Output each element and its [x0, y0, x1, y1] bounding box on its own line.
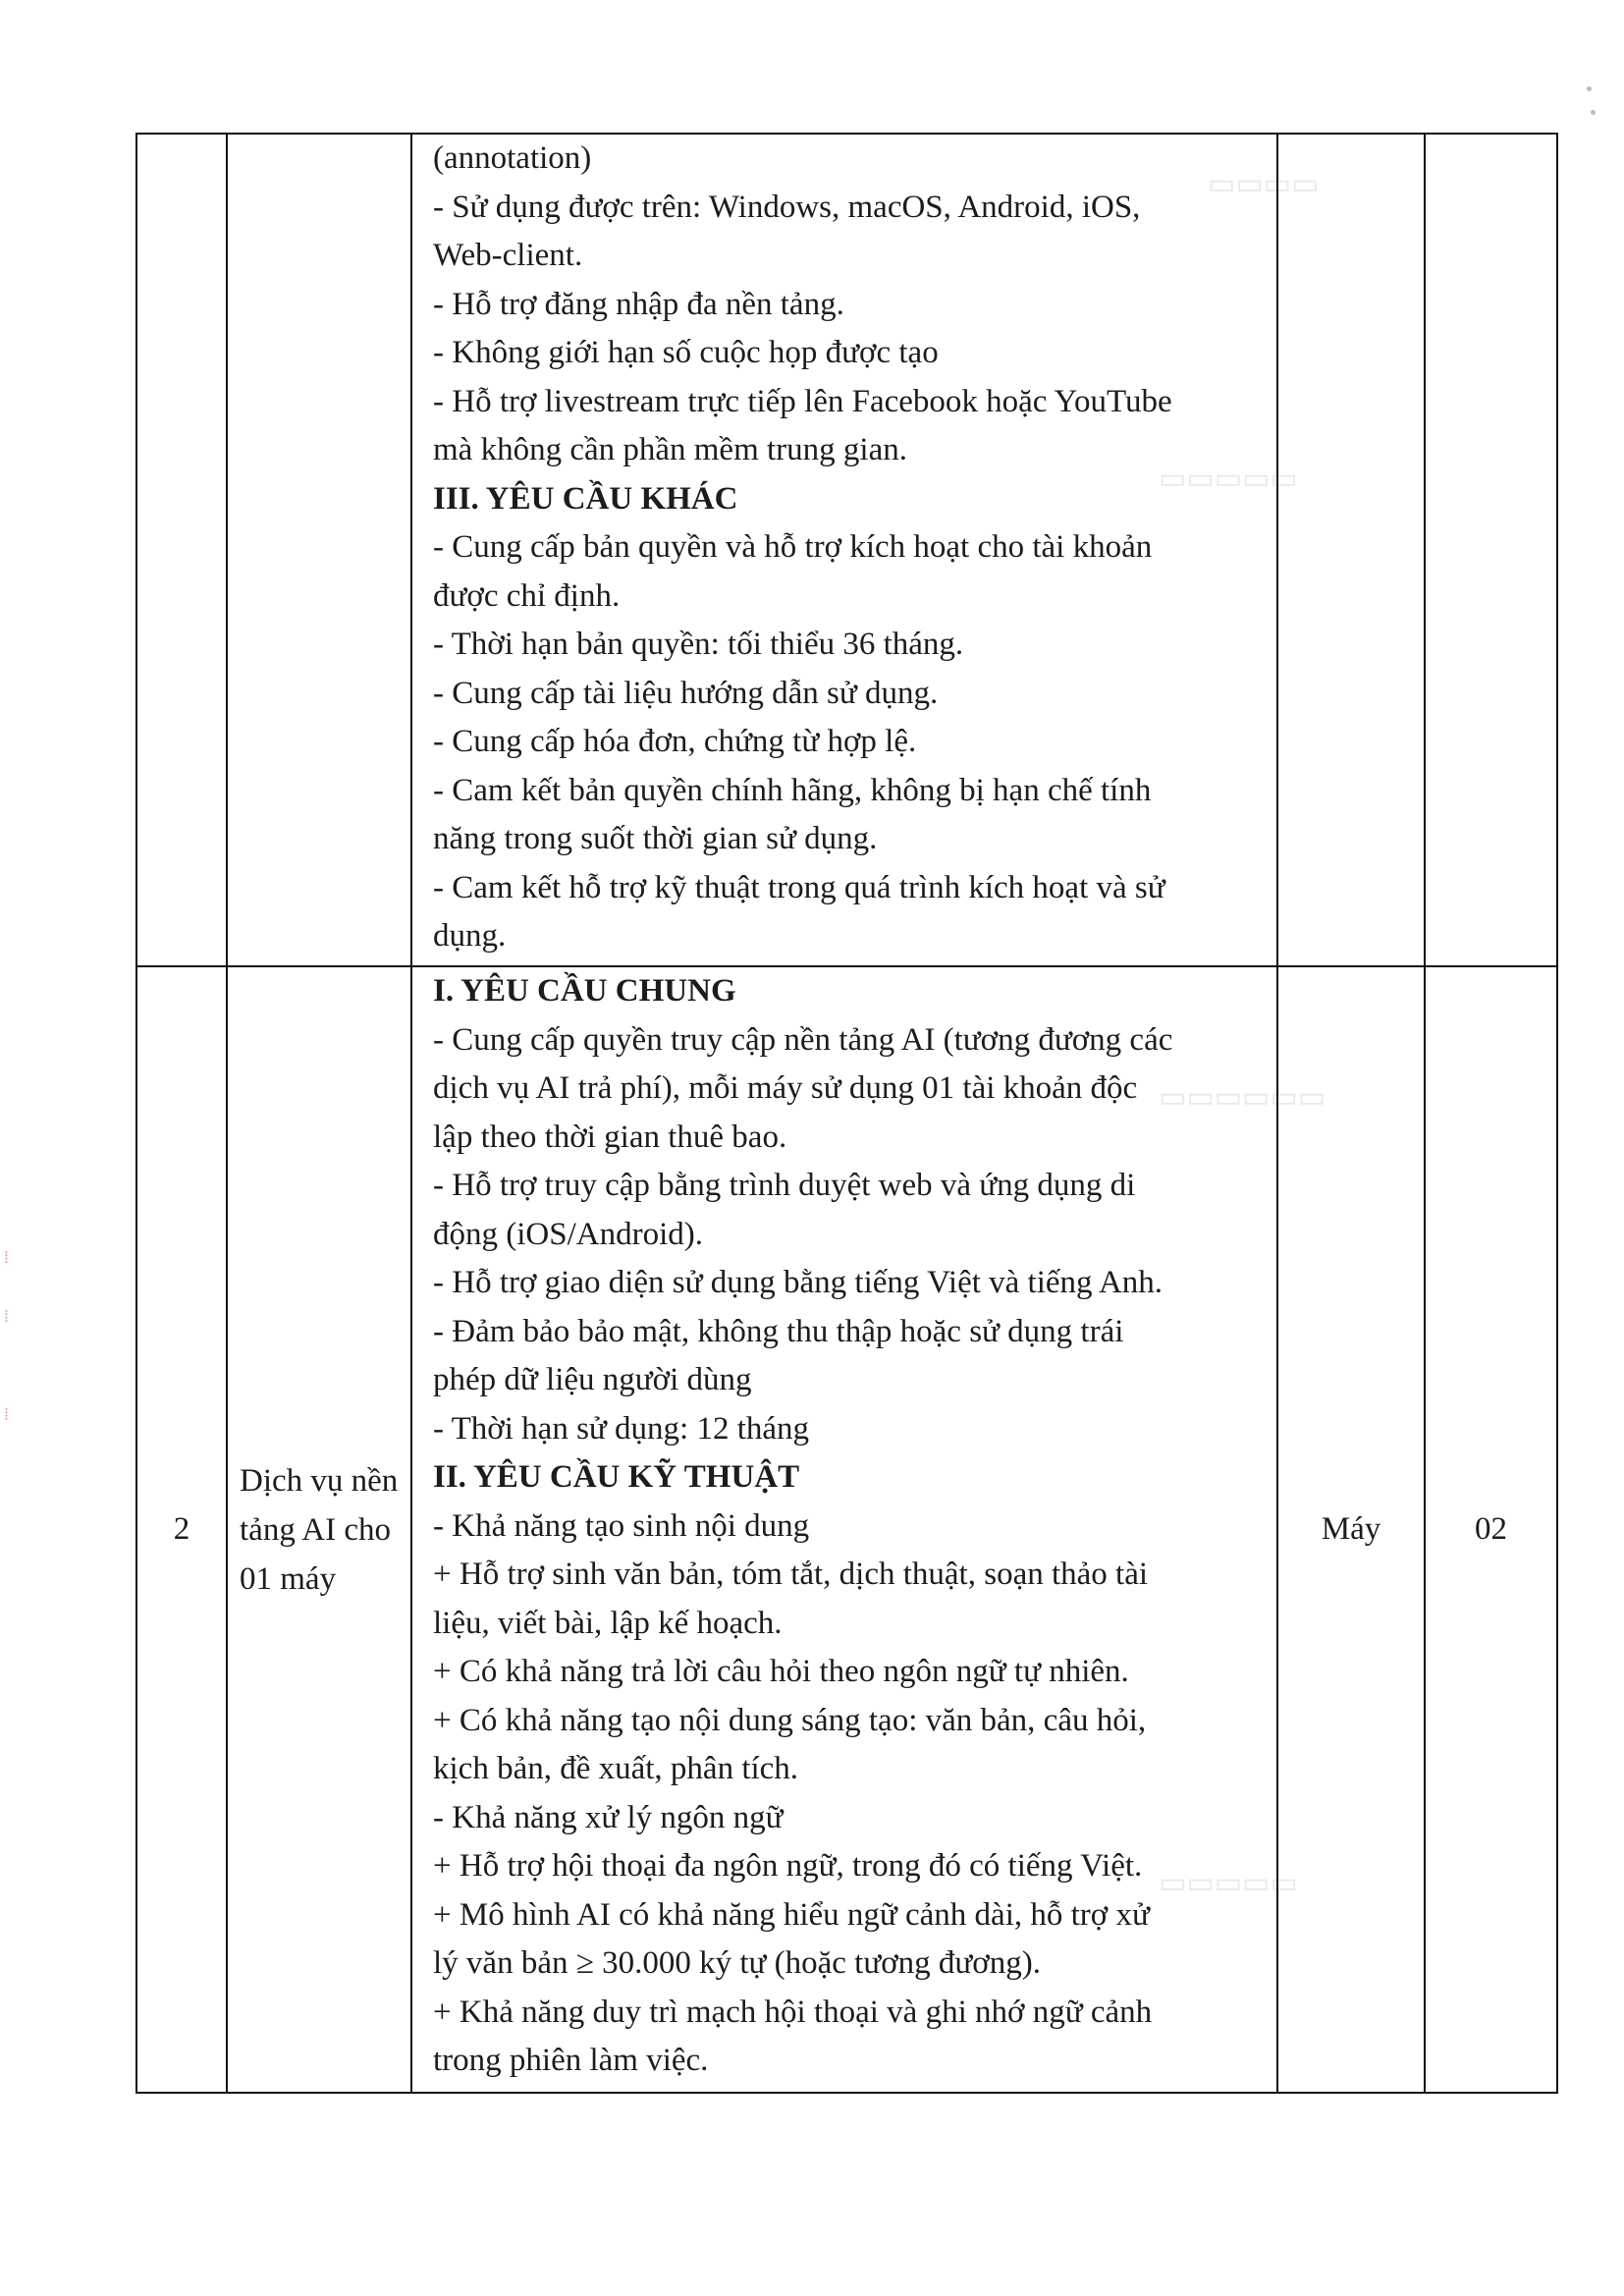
requirements-text [412, 967, 1276, 2086]
requirement-line: - Sử dụng được trên: Windows, macOS, Android, iOS, [433, 189, 1141, 225]
unit-cell: Máy [1277, 966, 1425, 2093]
unit-cell [1277, 134, 1425, 966]
section-heading: II. YÊU CẦU KỸ THUẬT [433, 1459, 800, 1495]
requirement-line: mà không cần phần mềm trung gian. [433, 432, 907, 467]
requirement-line: Web-client. [433, 238, 583, 273]
requirement-line: (annotation) [433, 140, 592, 176]
requirement-line: - Thời hạn sử dụng: 12 tháng [433, 1410, 810, 1447]
table-row [136, 134, 1557, 966]
bleed-through-text: ▭▭▭▭▭ [1159, 463, 1298, 495]
requirement-line: kịch bản, đề xuất, phân tích. [433, 1751, 799, 1786]
requirement-line: + Mô hình AI có khả năng hiểu ngữ cảnh dài, hỗ trợ xử [433, 1896, 1150, 1933]
requirement-line: - Cung cấp hóa đơn, chứng từ hợp lệ. [433, 724, 917, 759]
requirement-line: - Đảm bảo bảo mật, không thu thập hoặc sử dụng trái [433, 1313, 1124, 1349]
requirement-line: - Hỗ trợ giao diện sử dụng bằng tiếng Việt và tiếng Anh. [433, 1265, 1164, 1300]
table-row [136, 966, 1557, 2093]
scan-speck [1587, 86, 1592, 91]
red-stamp-edge: ⁞ [4, 1247, 10, 1267]
section-heading: III. YÊU CẦU KHÁC [433, 480, 738, 517]
red-stamp-edge: ⁞ [4, 1404, 10, 1424]
requirement-line: liệu, viết bài, lập kế hoạch. [433, 1605, 783, 1641]
requirement-line: - Cung cấp quyền truy cập nền tảng AI (tương đương các [433, 1021, 1173, 1058]
bleed-through-text: ▭▭▭▭▭ [1159, 1867, 1298, 1899]
section-heading: I. YÊU CẦU CHUNG [433, 973, 736, 1009]
bleed-through-text: ▭▭▭▭▭▭ [1159, 1081, 1326, 1114]
requirement-line: năng trong suốt thời gian sử dụng. [433, 821, 878, 856]
requirement-line: - Khả năng tạo sinh nội dung [433, 1507, 810, 1544]
requirement-line: - Hỗ trợ đăng nhập đa nền tảng. [433, 286, 844, 322]
stt-cell: 2 [136, 966, 227, 2093]
requirement-line: - Hỗ trợ livestream trực tiếp lên Facebook hoặc YouTube [433, 383, 1172, 419]
bleed-through-text: ▭▭▭▭ [1208, 168, 1320, 200]
red-stamp-edge: ⁞ [4, 1306, 10, 1326]
requirement-line: dụng. [433, 918, 507, 954]
requirement-line: + Có khả năng tạo nội dung sáng tạo: văn bản, câu hỏi, [433, 1702, 1147, 1738]
requirement-line: - Không giới hạn số cuộc họp được tạo [433, 335, 939, 370]
requirements-cell [411, 966, 1277, 2093]
requirement-line: - Cung cấp bản quyền và hỗ trợ kích hoạt cho tài khoản [433, 529, 1153, 565]
requirement-line: - Thời hạn bản quyền: tối thiểu 36 tháng. [433, 627, 964, 662]
requirement-line: + Có khả năng trả lời câu hỏi theo ngôn ngữ tự nhiên. [433, 1654, 1129, 1689]
item-name: Dịch vụ nền tảng AI cho 01 máy [240, 1462, 399, 1597]
item-name-cell [227, 134, 411, 966]
requirement-line: trong phiên làm việc. [433, 2043, 709, 2078]
requirement-line: động (iOS/Android). [433, 1216, 703, 1252]
requirement-line: phép dữ liệu người dùng [433, 1362, 752, 1397]
scan-speck [1591, 110, 1596, 115]
requirement-line: + Hỗ trợ hội thoại đa ngôn ngữ, trong đó có tiếng Việt. [433, 1848, 1143, 1884]
requirement-line: - Cam kết bản quyền chính hãng, không bị hạn chế tính [433, 772, 1152, 808]
requirement-line: - Cung cấp tài liệu hướng dẫn sử dụng. [433, 675, 939, 711]
item-name-cell [227, 966, 411, 2093]
stt-cell [136, 134, 227, 966]
quantity-cell: 02 [1425, 966, 1557, 2093]
requirement-line: + Khả năng duy trì mạch hội thoại và ghi nhớ ngữ cảnh [433, 1994, 1153, 2030]
requirement-line: - Khả năng xử lý ngôn ngữ [433, 1799, 784, 1835]
specification-table [135, 133, 1558, 2094]
requirement-line: - Cam kết hỗ trợ kỹ thuật trong quá trình kích hoạt và sử [433, 869, 1165, 905]
quantity-cell [1425, 134, 1557, 966]
requirement-line: lý văn bản ≥ 30.000 ký tự (hoặc tương đương). [433, 1945, 1041, 1981]
requirement-line: - Hỗ trợ truy cập bằng trình duyệt web và ứng dụng di [433, 1168, 1136, 1203]
requirement-line: được chỉ định. [433, 577, 621, 614]
requirements-text [412, 135, 1276, 961]
requirement-line: + Hỗ trợ sinh văn bản, tóm tắt, dịch thuật, soạn thảo tài [433, 1557, 1149, 1592]
requirement-line: dịch vụ AI trả phí), mỗi máy sử dụng 01 tài khoản độc [433, 1070, 1138, 1106]
requirement-line: lập theo thời gian thuê bao. [433, 1119, 787, 1155]
requirements-cell [411, 134, 1277, 966]
